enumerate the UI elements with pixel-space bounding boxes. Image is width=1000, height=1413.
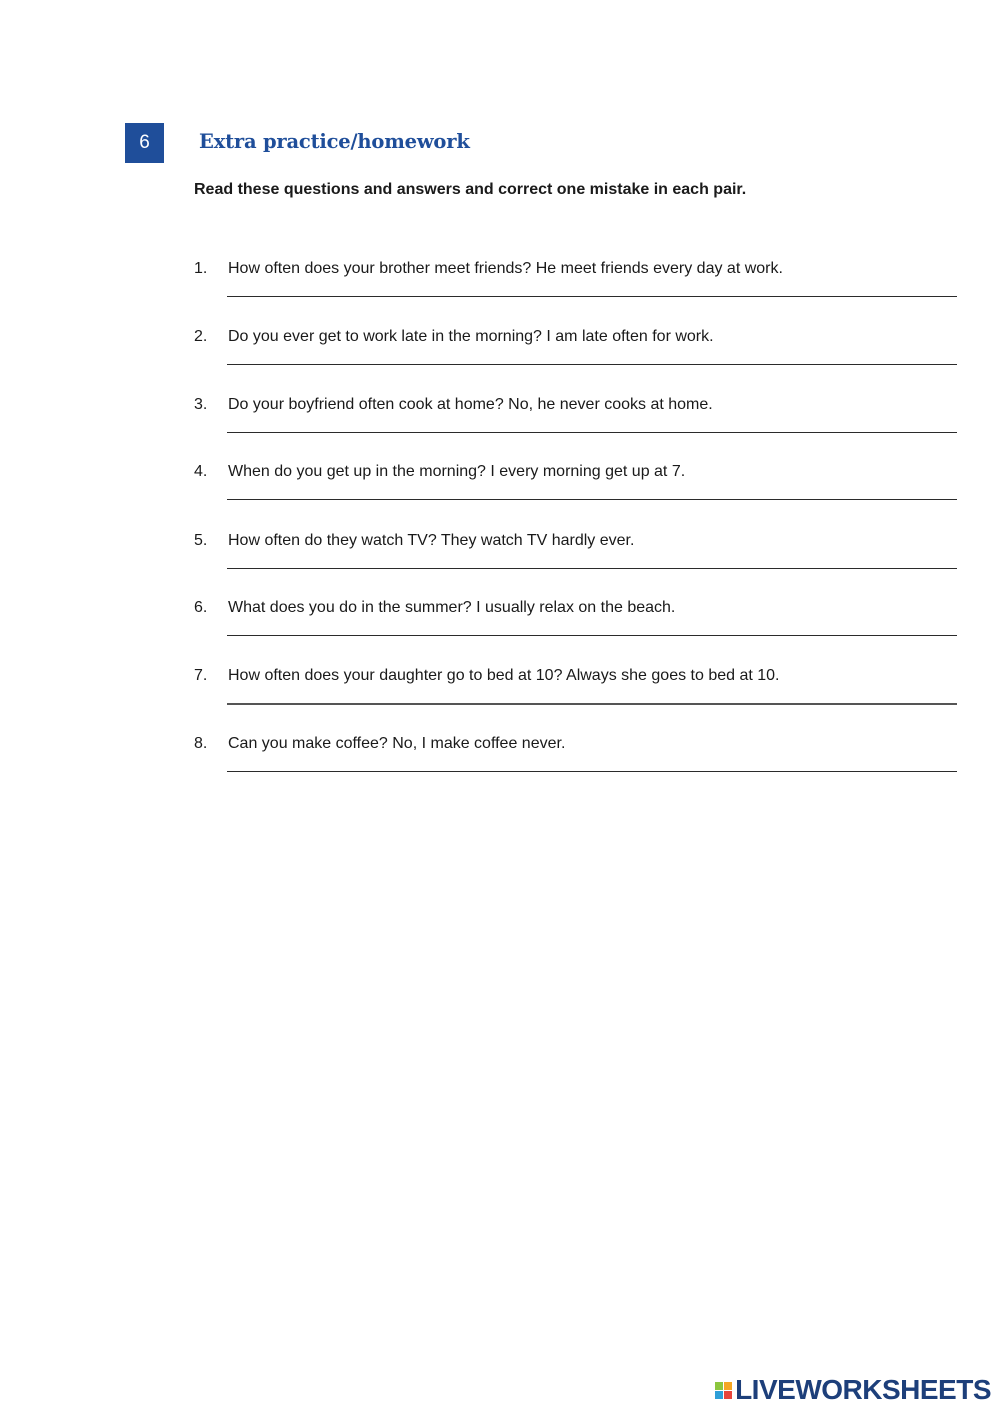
item-text: When do you get up in the morning? I every morning get up at 7. <box>228 463 686 480</box>
liveworksheets-grid-icon <box>715 1382 732 1399</box>
exercise-item-5 <box>0 532 1000 592</box>
exercise-item-2 <box>0 328 1000 388</box>
logo-square-orange <box>724 1382 732 1390</box>
exercise-item-3 <box>0 396 1000 456</box>
item-number: 6. <box>194 599 208 616</box>
item-text: Do your boyfriend often cook at home? No, he never cooks at home. <box>228 396 713 413</box>
logo-text: LIVEWORKSHEETS <box>735 1374 991 1405</box>
logo-square-blue <box>715 1391 723 1399</box>
exercise-item-1 <box>0 260 1000 320</box>
answer-input-2[interactable] <box>227 364 957 365</box>
item-text: What does you do in the summer? I usually relax on the beach. <box>228 599 676 616</box>
instructions: Read these questions and answers and correct one mistake in each pair. <box>194 181 747 198</box>
item-number: 7. <box>194 667 208 684</box>
exercise-item-6 <box>0 599 1000 659</box>
answer-input-5[interactable] <box>227 568 957 569</box>
logo-square-green <box>715 1382 723 1390</box>
item-number: 2. <box>194 328 208 345</box>
item-text: Do you ever get to work late in the morning? I am late often for work. <box>228 328 714 345</box>
item-number: 1. <box>194 260 208 277</box>
answer-input-7[interactable] <box>227 703 957 705</box>
item-text: How often do they watch TV? They watch TV hardly ever. <box>228 532 635 549</box>
item-text: How often does your daughter go to bed at 10? Always she goes to bed at 10. <box>228 667 780 684</box>
answer-input-4[interactable] <box>227 499 957 500</box>
exercise-item-7 <box>0 667 1000 727</box>
item-text: How often does your brother meet friends? He meet friends every day at work. <box>228 260 783 277</box>
answer-input-3[interactable] <box>227 432 957 433</box>
exercise-item-8 <box>0 735 1000 795</box>
section-number-badge: 6 <box>125 123 164 163</box>
section-title: Extra practice/homework <box>199 130 470 153</box>
item-number: 4. <box>194 463 208 480</box>
item-number: 3. <box>194 396 208 413</box>
item-number: 8. <box>194 735 208 752</box>
exercise-item-4 <box>0 463 1000 523</box>
logo-square-red <box>724 1391 732 1399</box>
item-text: Can you make coffee? No, I make coffee never. <box>228 735 566 752</box>
answer-input-6[interactable] <box>227 635 957 636</box>
liveworksheets-logo <box>715 1376 991 1404</box>
answer-input-1[interactable] <box>227 296 957 297</box>
item-number: 5. <box>194 532 208 549</box>
answer-input-8[interactable] <box>227 771 957 772</box>
